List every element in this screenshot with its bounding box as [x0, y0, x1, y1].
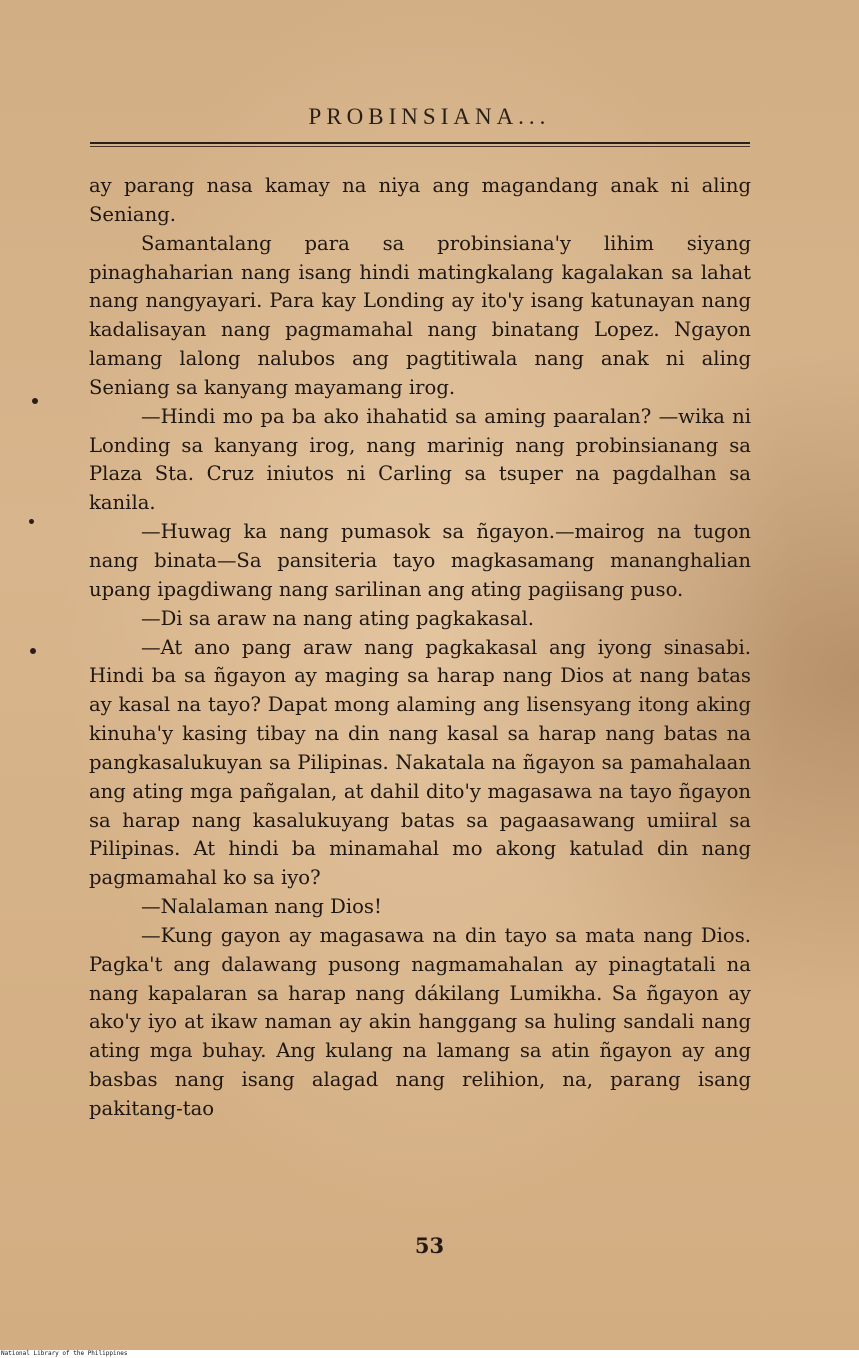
paragraph: —Huwag ka nang pumasok sa ñgayon.—mairog na tugon nang binata—Sa pansiteria tayo magkasamang mananghalian upang ipagdiwang nang sarilinan ang ating pagiisang puso. [89, 520, 751, 601]
margin-speck [29, 519, 34, 524]
margin-speck [30, 648, 36, 654]
margin-speck [32, 398, 38, 404]
header-rule-thin [90, 146, 750, 147]
footer-strip [0, 1350, 859, 1358]
footer-credit: National Library of the Philippines [1, 1350, 128, 1357]
header-rule [90, 142, 750, 144]
paragraph: —Hindi mo pa ba ako ihahatid sa aming paaralan? —wika ni Londing sa kanyang irog, nang marinig nang probinsianang sa Plaza Sta. Cruz iniutos ni Carling sa tsuper na pagdalhan sa kanila. [89, 404, 751, 515]
paragraph: Samantalang para sa probinsiana'y lihim siyang pinaghaharian nang isang hindi matingkalang kagalakan sa lahat nang nangyayari. Para kay Londing ay ito'y isang katunayan nang kadalisayan nang pagmamahal nang binatang Lopez. Ngayon lamang lalong nalubos ang pagtitiwala nang anak ni aling Seniang sa kanyang mayamang irog. [89, 231, 751, 399]
paragraph: —Di sa araw na nang ating pagkakasal. [141, 606, 535, 630]
paragraph: —Kung gayon ay magasawa na din tayo sa mata nang Dios. Pagka't ang dalawang pusong nagmamahalan ay pinagtatali na nang kapalaran sa harap nang dákilang Lumikha. Sa ñgayon ay ako'y iyo at ikaw naman ay akin hanggang sa huling sandali nang ating mga buhay. Ang kulang na lamang sa atin ñgayon ay ang basbas nang isang alagad nang relihion, na, parang isang pakitang-tao [89, 923, 751, 1120]
body-text [89, 172, 751, 1124]
paragraph: —At ano pang araw nang pagkakasal ang iyong sinasabi. Hindi ba sa ñgayon ay maging sa harap nang Dios at nang batas ay kasal na tayo? Dapat mong alaming ang lisensyang itong aking kinuha'y kasing tibay na din nang kasal sa harap nang batas na pangkasalukuyan sa Pilipinas. Nakatala na ñgayon sa pamahalaan ang ating mga pañgalan, at dahil dito'y magasawa na tayo ñgayon sa harap nang kasalukuyang batas sa pagaasawang umiiral sa Pilipinas. At hindi ba minamahal mo akong katulad din nang pagmamahal ko sa iyo? [89, 635, 751, 890]
running-head: PROBINSIANA... [308, 104, 551, 129]
paragraph: —Nalalaman nang Dios! [141, 895, 382, 919]
page-number: 53 [414, 1233, 445, 1258]
paragraph: ay parang nasa kamay na niya ang magandang anak ni aling Seniang. [89, 174, 751, 226]
